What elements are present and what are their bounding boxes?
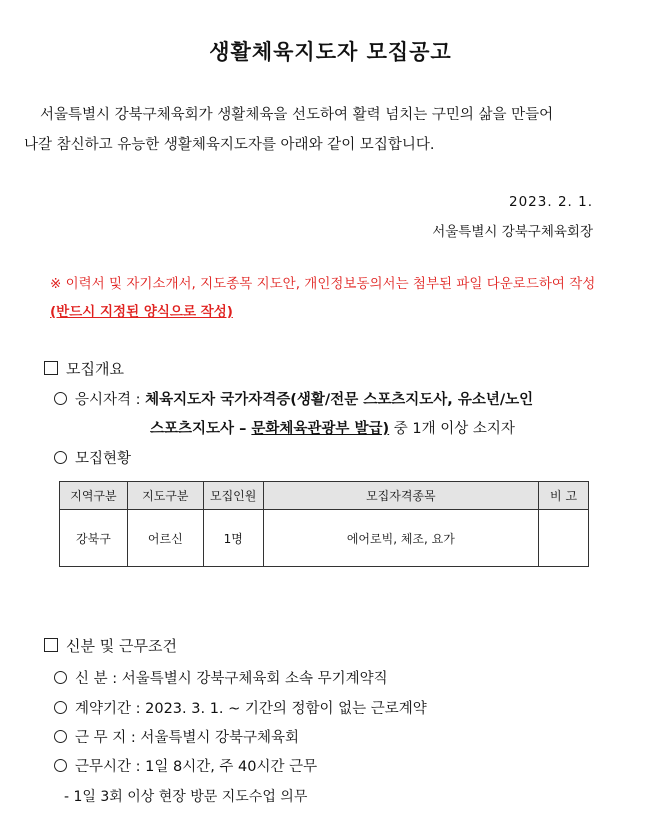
column-header: 비 고 xyxy=(539,482,589,510)
circle-bullet-icon xyxy=(54,701,67,714)
condition-item xyxy=(54,726,299,747)
circle-bullet-icon xyxy=(54,671,67,684)
section-overview-heading xyxy=(44,358,124,379)
organization-name: 서울특별시 강북구체육회장 xyxy=(432,224,593,240)
intro-paragraph xyxy=(24,100,632,160)
qualification-rest: 중 1개 이상 소지자 xyxy=(389,421,515,437)
recruit-status-label xyxy=(54,447,131,468)
section-overview-label: 모집개요 xyxy=(66,360,124,378)
table-cell: 어르신 xyxy=(127,510,203,567)
qualification-line-2 xyxy=(150,417,515,438)
table-header-row xyxy=(60,482,589,510)
announcement-date: 2023. 2. 1. xyxy=(509,194,593,210)
table-row xyxy=(60,510,589,567)
notice-line-2: (반드시 지정된 양식으로 작성) xyxy=(50,304,233,320)
column-header: 지역구분 xyxy=(60,482,128,510)
circle-bullet-icon xyxy=(54,451,67,464)
column-header: 모집자격종목 xyxy=(263,482,538,510)
condition-item xyxy=(54,667,388,688)
condition-hours-text: 근무시간 : 1일 8시간, 주 40시간 근무 xyxy=(75,759,318,775)
qualification-detail-2: 스포츠지도사 – xyxy=(150,421,252,437)
duty-note: - 1일 3회 이상 현장 방문 지도수업 의무 xyxy=(64,789,308,805)
qualification-detail-1: 체육지도자 국가자격증(생활/전문 스포츠지도사, 유소년/노인 xyxy=(145,392,534,408)
attachment-notice xyxy=(50,270,595,326)
checkbox-square-icon xyxy=(44,361,58,375)
table-cell: 강북구 xyxy=(60,510,128,567)
section-conditions-label: 신분 및 근무조건 xyxy=(66,637,177,655)
column-header: 지도구분 xyxy=(127,482,203,510)
table-cell: 에어로빅, 체조, 요가 xyxy=(263,510,538,567)
circle-bullet-icon xyxy=(54,759,67,772)
circle-bullet-icon xyxy=(54,730,67,743)
column-header: 모집인원 xyxy=(203,482,263,510)
recruitment-table xyxy=(59,481,589,567)
recruit-status-text: 모집현황 xyxy=(75,451,132,467)
table-cell xyxy=(539,510,589,567)
condition-item xyxy=(54,697,427,718)
page-title: 생활체육지도자 모집공고 xyxy=(209,40,452,64)
notice-line-1: ※ 이력서 및 자기소개서, 지도종목 지도안, 개인정보동의서는 첨부된 파일 다운로드하여 작성 xyxy=(50,276,596,292)
qualification-line xyxy=(54,388,533,409)
table-cell: 1명 xyxy=(203,510,263,567)
intro-line-1: 서울특별시 강북구체육회가 생활체육을 선도하여 활력 넘치는 구민의 삶을 만들어 xyxy=(40,107,554,123)
qualification-issuer: 문화체육관광부 발급) xyxy=(251,421,390,437)
circle-bullet-icon xyxy=(54,392,67,405)
condition-item xyxy=(54,755,317,776)
condition-status-text: 신 분 : 서울특별시 강북구체육회 소속 무기계약직 xyxy=(75,671,388,687)
condition-workplace-text: 근 무 지 : 서울특별시 강북구체육회 xyxy=(75,730,300,746)
condition-contract-text: 계약기간 : 2023. 3. 1. ~ 기간의 정함이 없는 근로계약 xyxy=(75,701,427,717)
qualification-label: 응시자격 : xyxy=(75,392,146,408)
section-conditions-heading xyxy=(44,635,177,656)
checkbox-square-icon xyxy=(44,638,58,652)
intro-line-2: 나갈 참신하고 유능한 생활체육지도자를 아래와 같이 모집합니다. xyxy=(24,137,435,153)
